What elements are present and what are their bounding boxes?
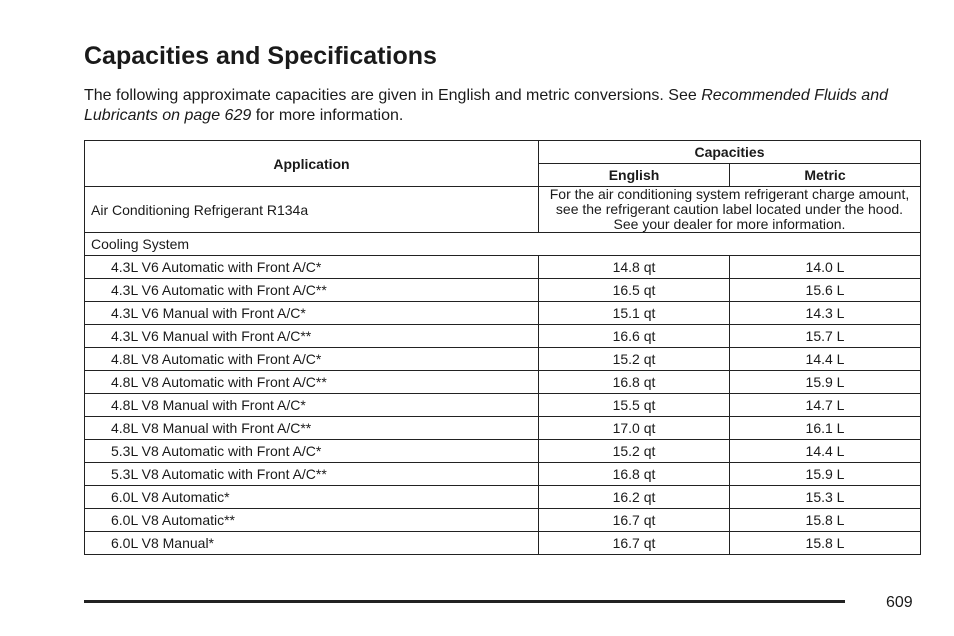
english-value-cell: 16.6 qt [539,325,730,348]
metric-value-cell: 15.7 L [730,325,921,348]
english-value-cell: 15.2 qt [539,348,730,371]
page-title: Capacities and Specifications [84,42,437,70]
header-metric: Metric [730,164,921,187]
header-english: English [539,164,730,187]
intro-reference-link[interactable]: Recommended Fluids and Lubricants on page 629 [84,87,888,124]
table-header-row [85,141,921,164]
application-cell: 4.3L V6 Automatic with Front A/C* [85,256,539,279]
metric-value-cell: 15.9 L [730,371,921,394]
table-row [85,394,921,417]
english-value-cell: 16.8 qt [539,371,730,394]
header-capacities: Capacities [539,141,921,164]
capacities-table [84,140,921,555]
application-cell: 4.3L V6 Manual with Front A/C** [85,325,539,348]
refrigerant-label: Air Conditioning Refrigerant R134a [85,187,539,233]
application-cell: 4.8L V8 Automatic with Front A/C** [85,371,539,394]
metric-value-cell: 14.3 L [730,302,921,325]
application-cell: 4.8L V8 Manual with Front A/C** [85,417,539,440]
intro-text-start: The following approximate capacities are given in English and metric conversions. See [84,87,702,104]
metric-value-cell: 14.4 L [730,348,921,371]
metric-value-cell: 15.8 L [730,532,921,555]
application-cell: 5.3L V8 Automatic with Front A/C** [85,463,539,486]
table-row [85,463,921,486]
intro-paragraph [84,86,914,126]
table-row [85,279,921,302]
table-row [85,509,921,532]
english-value-cell: 14.8 qt [539,256,730,279]
metric-value-cell: 14.4 L [730,440,921,463]
table-row [85,486,921,509]
application-cell: 4.8L V8 Manual with Front A/C* [85,394,539,417]
application-cell: 6.0L V8 Manual* [85,532,539,555]
metric-value-cell: 15.3 L [730,486,921,509]
metric-value-cell: 14.7 L [730,394,921,417]
intro-text-end: for more information. [251,107,404,124]
cooling-system-label: Cooling System [85,233,921,256]
english-value-cell: 16.7 qt [539,532,730,555]
table-row [85,371,921,394]
english-value-cell: 15.5 qt [539,394,730,417]
refrigerant-note: For the air conditioning system refrigerant charge amount, see the refrigerant caution label located under the hood. See your dealer for more information. [539,187,921,233]
table-row [85,302,921,325]
application-cell: 4.8L V8 Automatic with Front A/C* [85,348,539,371]
english-value-cell: 16.8 qt [539,463,730,486]
english-value-cell: 17.0 qt [539,417,730,440]
table-row [85,325,921,348]
english-value-cell: 15.1 qt [539,302,730,325]
table-row [85,417,921,440]
page-number: 609 [886,594,913,611]
table-row [85,440,921,463]
application-cell: 6.0L V8 Automatic* [85,486,539,509]
metric-value-cell: 16.1 L [730,417,921,440]
footer-rule [84,600,845,603]
metric-value-cell: 14.0 L [730,256,921,279]
application-cell: 4.3L V6 Automatic with Front A/C** [85,279,539,302]
english-value-cell: 16.7 qt [539,509,730,532]
application-cell: 5.3L V8 Automatic with Front A/C* [85,440,539,463]
english-value-cell: 16.5 qt [539,279,730,302]
table-row-refrigerant [85,187,921,233]
header-application: Application [85,141,539,187]
table-row-cooling-system [85,233,921,256]
metric-value-cell: 15.9 L [730,463,921,486]
english-value-cell: 16.2 qt [539,486,730,509]
application-cell: 4.3L V6 Manual with Front A/C* [85,302,539,325]
table-row [85,532,921,555]
english-value-cell: 15.2 qt [539,440,730,463]
table-row [85,348,921,371]
metric-value-cell: 15.8 L [730,509,921,532]
metric-value-cell: 15.6 L [730,279,921,302]
application-cell: 6.0L V8 Automatic** [85,509,539,532]
table-row [85,256,921,279]
